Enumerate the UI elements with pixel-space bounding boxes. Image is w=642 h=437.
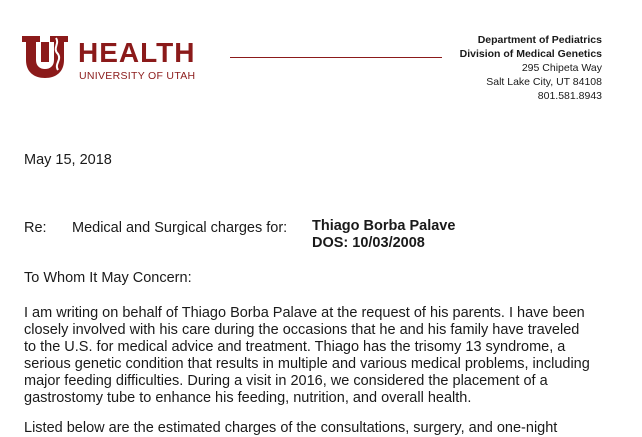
department-address-block xyxy=(460,33,602,103)
re-label: Re: xyxy=(24,220,47,236)
paragraph-line: major feeding difficulties. During a visit in 2016, we considered the placement of a xyxy=(24,373,548,389)
patient-block xyxy=(312,218,455,252)
paragraph-line: I am writing on behalf of Thiago Borba Palave at the request of his parents. I have been xyxy=(24,305,585,321)
university-name: UNIVERSITY OF UTAH xyxy=(79,70,196,82)
city-state-zip: Salt Lake City, UT 84108 xyxy=(486,76,602,88)
phone-number: 801.581.8943 xyxy=(537,90,602,102)
date-of-service: DOS: 10/03/2008 xyxy=(312,235,425,251)
salutation: To Whom It May Concern: xyxy=(24,270,192,286)
university-of-utah-u-logo-icon xyxy=(20,34,70,80)
division-name: Division of Medical Genetics xyxy=(459,48,602,60)
header-divider xyxy=(230,57,442,58)
letter-date: May 15, 2018 xyxy=(24,152,112,168)
street-address: 295 Chipeta Way xyxy=(521,62,602,74)
paragraph-line: closely involved with his care during the occasions that he and his family have traveled xyxy=(24,322,580,338)
brand-wordmark: HEALTH xyxy=(78,37,196,68)
re-subject: Medical and Surgical charges for: xyxy=(72,220,288,236)
next-paragraph-line: Listed below are the estimated charges of the consultations, surgery, and one-night xyxy=(24,420,558,436)
paragraph-line: serious genetic condition that results in multiple and various medical problems, including xyxy=(24,356,590,372)
paragraph-line: to the U.S. for medical advice and treatment. Thiago has the trisomy 13 syndrome, a xyxy=(24,339,566,355)
paragraph-line: gastrostomy tube to enhance his feeding, nutrition, and overall health. xyxy=(24,390,472,406)
patient-name: Thiago Borba Palave xyxy=(312,218,456,234)
department-name: Department of Pediatrics xyxy=(477,34,602,46)
body-paragraph xyxy=(24,305,624,407)
